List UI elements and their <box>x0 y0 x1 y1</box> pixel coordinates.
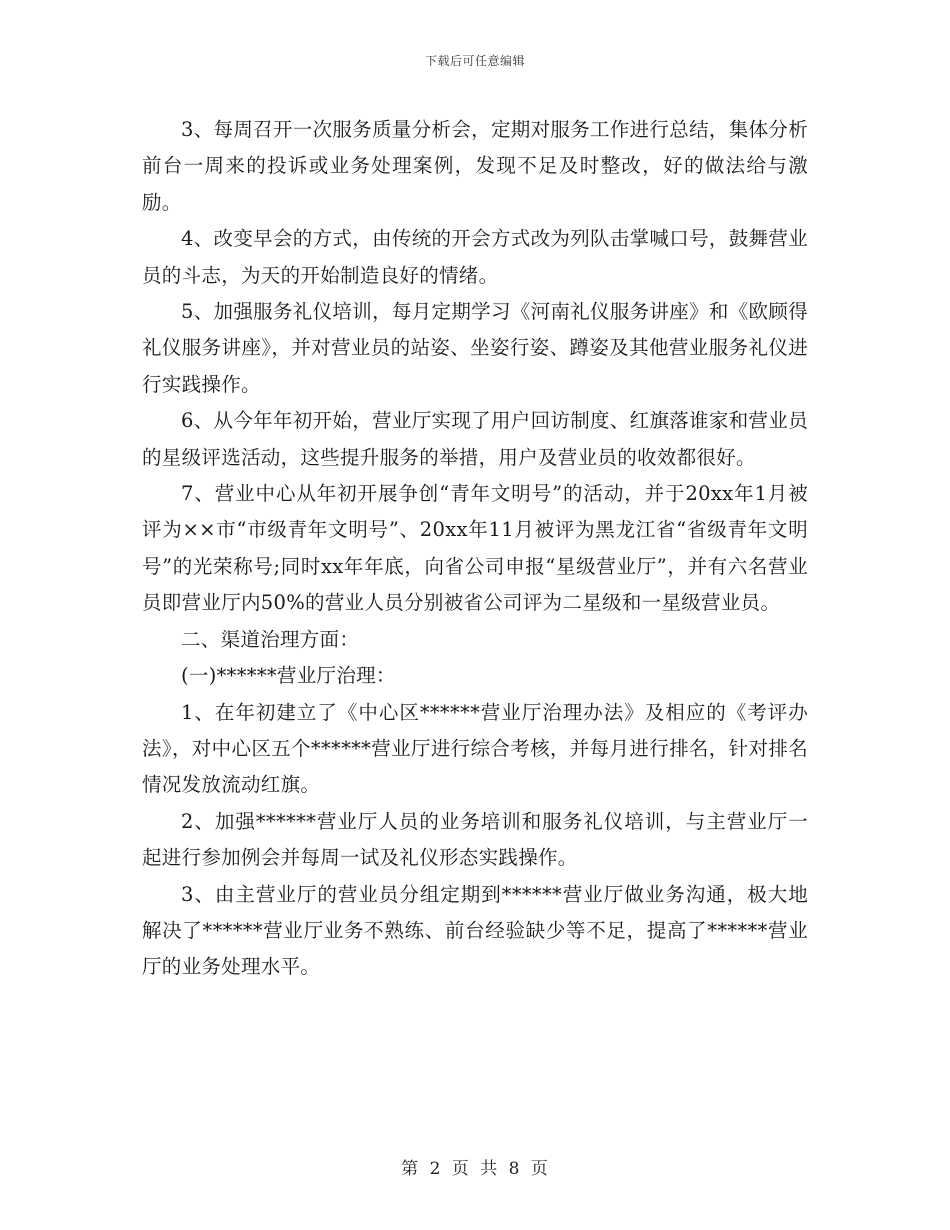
paragraph-youth-civilization: 7、营业中心从年初开展争创“青年文明号”的活动，并于20xx年1月被评为××市“市级青年文明号”、20xx年11月被评为黑龙江省“省级青年文明号”的光荣称号;同时xx年年底，向省公司申报“星级营业厅”，并有六名营业员即营业厅内50%的营业人员分别被省公司评为二星级和一星级营业员。 <box>142 482 808 615</box>
subsection-heading-hall: (一)******营业厅治理： <box>181 664 396 688</box>
paragraph-service-meeting: 3、每周召开一次服务质量分析会，定期对服务工作进行总结，集体分析前台一周来的投诉或业务处理案例，发现不足及时整改，好的做法给与激励。 <box>142 118 808 214</box>
header-note: 下载后可任意编辑 <box>424 54 525 68</box>
paragraph-etiquette-training: 5、加强服务礼仪培训，每月定期学习《河南礼仪服务讲座》和《欧顾得礼仪服务讲座》，并对营业员的站姿、坐姿行姿、蹲姿及其他营业服务礼仪进行实践操作。 <box>142 300 808 396</box>
paragraph-business-communication: 3、由主营业厅的营业员分组定期到******营业厅做业务沟通，极大地解决了******营业厅业务不熟练、前台经验缺少等不足，提高了******营业厅的业务处理水平。 <box>142 882 808 979</box>
paragraph-management-method: 1、在年初建立了《中心区******营业厅治理办法》及相应的《考评办法》，对中心区五个******营业厅进行综合考核，并每月进行排名，针对排名情况发放流动红旗。 <box>142 700 808 797</box>
paragraph-user-visit: 6、从今年年初开始，营业厅实现了用户回访制度、红旗落谁家和营业员的星级评选活动，这些提升服务的举措，用户及营业员的收效都很好。 <box>142 409 808 469</box>
section-heading-channel: 二、渠道治理方面： <box>181 627 360 651</box>
paragraph-staff-training: 2、加强******营业厅人员的业务培训和服务礼仪培训，与主营业厅一起进行参加例会并每周一试及礼仪形态实践操作。 <box>142 809 808 870</box>
page-number: 第 2 页 共 8 页 <box>401 1159 549 1179</box>
document-body <box>142 112 808 986</box>
paragraph-morning-meeting: 4、改变早会的方式，由传统的开会方式改为列队击掌喊口号，鼓舞营业员的斗志，为天的开始制造良好的情绪。 <box>142 227 808 287</box>
